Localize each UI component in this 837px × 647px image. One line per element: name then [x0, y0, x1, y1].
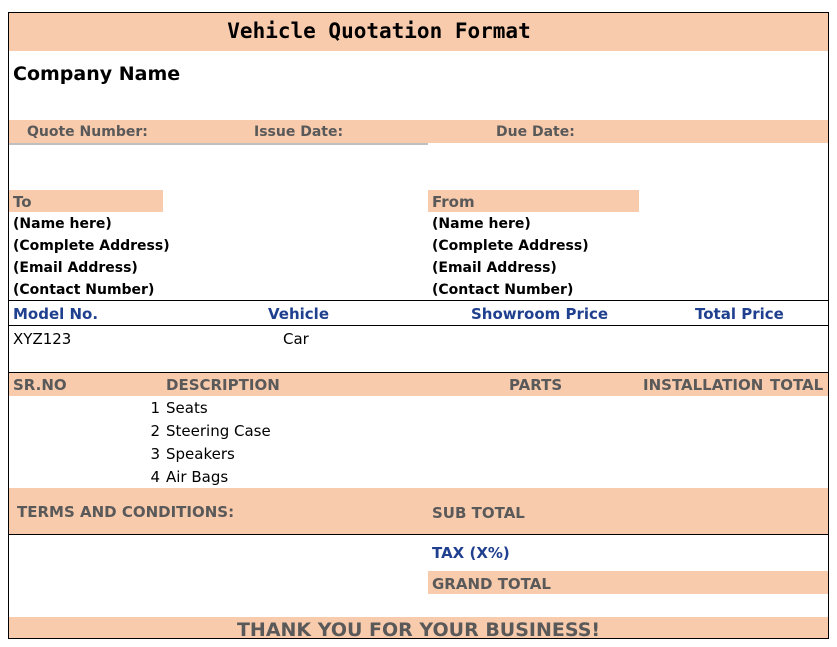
item-description: Air Bags — [166, 468, 229, 486]
vehicle-header-model: Model No. — [13, 305, 99, 323]
vehicle-table-header-border — [9, 325, 828, 326]
to-address — [13, 213, 170, 301]
to-email: (Email Address) — [13, 260, 138, 276]
list-item — [140, 420, 160, 443]
vehicle-type-value: Car — [283, 330, 309, 348]
vehicle-model-value: XYZ123 — [13, 330, 72, 348]
item-number: 2 — [150, 422, 160, 440]
vehicle-header-vehicle: Vehicle — [268, 305, 329, 323]
vehicle-header-total-price: Total Price — [695, 305, 784, 323]
from-address — [432, 213, 589, 301]
to-band — [9, 190, 163, 212]
items-header-installation: INSTALLATION — [643, 376, 764, 394]
from-contact: (Contact Number) — [432, 282, 574, 298]
tax-label: TAX (X%) — [432, 544, 510, 562]
items-header-srno: SR.NO — [13, 376, 67, 394]
terms-bottom-border — [9, 534, 828, 535]
vehicle-table-top-border — [9, 300, 828, 301]
from-label: From — [432, 193, 475, 211]
list-item — [140, 443, 160, 466]
quote-number-label: Quote Number: — [27, 124, 148, 140]
item-number: 3 — [150, 445, 160, 463]
from-name: (Name here) — [432, 216, 531, 232]
item-number: 1 — [150, 399, 160, 417]
meta-divider — [9, 143, 428, 145]
item-number: 4 — [150, 468, 160, 486]
items-header-description: DESCRIPTION — [166, 376, 280, 394]
sub-total-label: SUB TOTAL — [432, 504, 525, 522]
due-date-label: Due Date: — [496, 124, 575, 140]
terms-label: TERMS AND CONDITIONS: — [17, 503, 235, 521]
to-complete-address: (Complete Address) — [13, 238, 170, 254]
to-label: To — [13, 193, 32, 211]
list-item — [140, 397, 160, 420]
item-description: Steering Case — [166, 422, 271, 440]
company-name: Company Name — [13, 63, 181, 85]
items-header-parts: PARTS — [509, 376, 563, 394]
from-complete-address: (Complete Address) — [432, 238, 589, 254]
footer-thank-you: THANK YOU FOR YOUR BUSINESS! — [236, 619, 601, 641]
item-description: Seats — [166, 399, 208, 417]
from-email: (Email Address) — [432, 260, 557, 276]
item-description: Speakers — [166, 445, 235, 463]
to-name: (Name here) — [13, 216, 112, 232]
page-title: Vehicle Quotation Format — [227, 19, 531, 43]
grand-total-label: GRAND TOTAL — [432, 575, 551, 593]
list-item — [140, 466, 160, 489]
to-contact: (Contact Number) — [13, 282, 155, 298]
vehicle-header-showroom-price: Showroom Price — [471, 305, 609, 323]
items-header-total: TOTAL — [770, 376, 824, 394]
issue-date-label: Issue Date: — [254, 124, 344, 140]
